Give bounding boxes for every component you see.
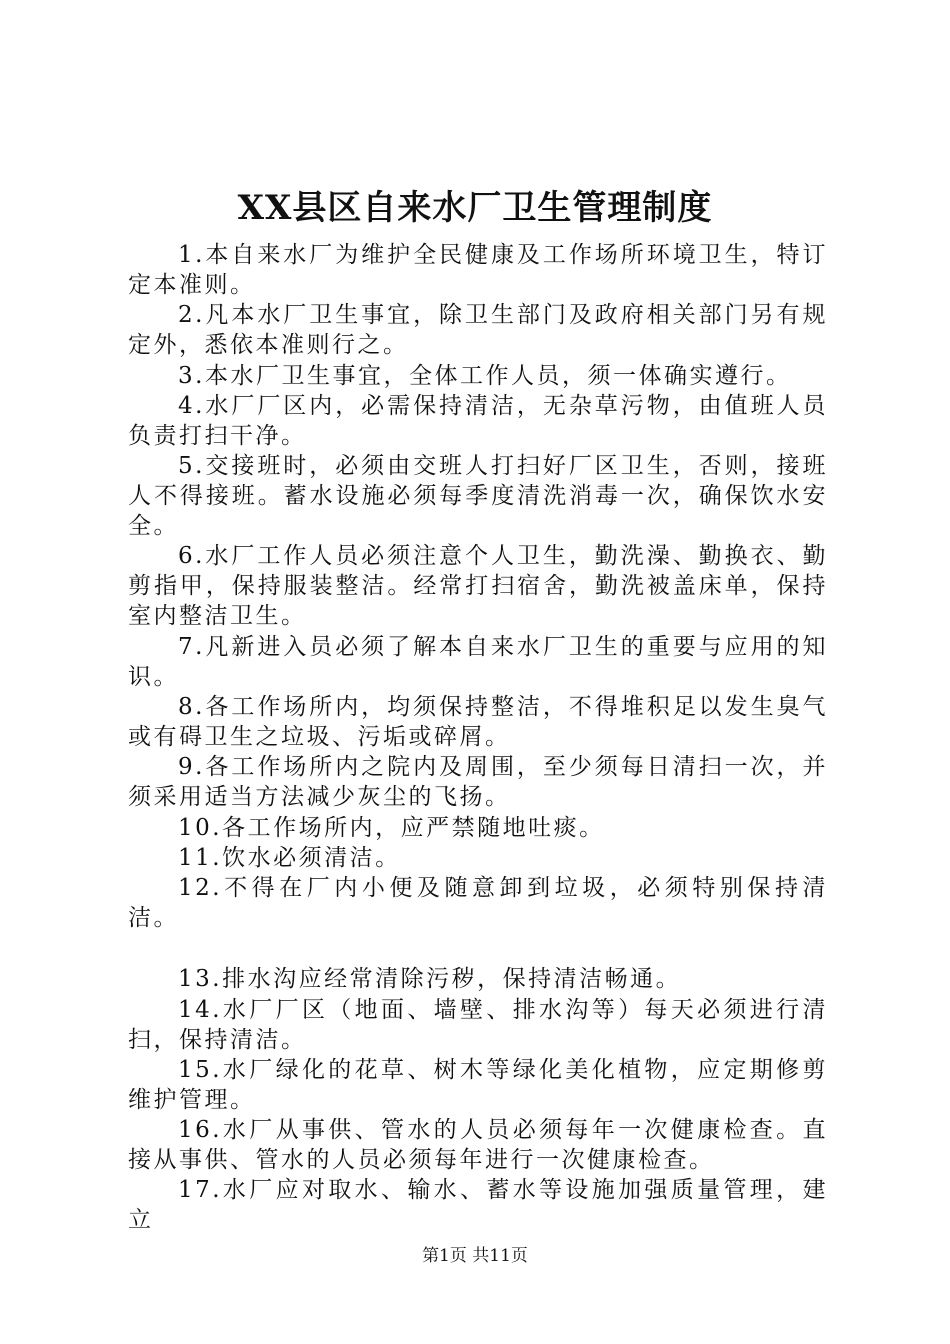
document-title: XX县区自来水厂卫生管理制度	[237, 188, 713, 228]
paragraph-17: 17.水厂应对取水、输水、蓄水等设施加强质量管理，建立	[128, 1177, 828, 1234]
page-number-footer: 第1页 共11页	[422, 1246, 528, 1266]
paragraph-14: 14.水厂厂区（地面、墙壁、排水沟等）每天必须进行清扫，保持清洁。	[128, 996, 828, 1053]
paragraph-7: 7.凡新进入员必须了解本自来水厂卫生的重要与应用的知识。	[128, 633, 828, 690]
paragraph-9: 9.各工作场所内之院内及周围，至少须每日清扫一次，并须采用适当方法减少灰尘的飞扬。	[128, 754, 828, 811]
paragraph-4: 4.水厂厂区内，必需保持清洁，无杂草污物，由值班人员负责打扫干净。	[128, 392, 828, 449]
paragraph-11: 11.饮水必须清洁。	[178, 844, 401, 871]
paragraph-15: 15.水厂绿化的花草、树木等绿化美化植物，应定期修剪维护管理。	[128, 1056, 828, 1113]
paragraph-8: 8.各工作场所内，均须保持整洁，不得堆积足以发生臭气或有碍卫生之垃圾、污垢或碎屑。	[128, 694, 828, 751]
document-body	[128, 240, 828, 1236]
paragraph-5: 5.交接班时，必须由交班人打扫好厂区卫生，否则，接班人不得接班。蓄水设施必须每季度清洗消毒一次，确保饮水安全。	[128, 453, 828, 540]
paragraph-13: 13.排水沟应经常清除污秽，保持清洁畅通。	[178, 966, 682, 993]
paragraph-3: 3.本水厂卫生事宜，全体工作人员，须一体确实遵行。	[178, 362, 792, 389]
paragraph-12: 12.不得在厂内小便及随意卸到垃圾，必须特别保持清洁。	[128, 875, 828, 932]
paragraph-10: 10.各工作场所内，应严禁随地吐痰。	[178, 814, 605, 841]
paragraph-1: 1.本自来水厂为维护全民健康及工作场所环境卫生，特订定本准则。	[128, 242, 828, 298]
paragraph-6: 6.水厂工作人员必须注意个人卫生，勤洗澡、勤换衣、勤剪指甲，保持服装整洁。经常打扫宿舍，勤洗被盖床单，保持室内整洁卫生。	[128, 543, 828, 630]
paragraph-16: 16.水厂从事供、管水的人员必须每年一次健康检查。直接从事供、管水的人员必须每年进行一次健康检查。	[128, 1117, 828, 1174]
paragraph-2: 2.凡本水厂卫生事宜，除卫生部门及政府相关部门另有规定外，悉依本准则行之。	[128, 302, 828, 359]
